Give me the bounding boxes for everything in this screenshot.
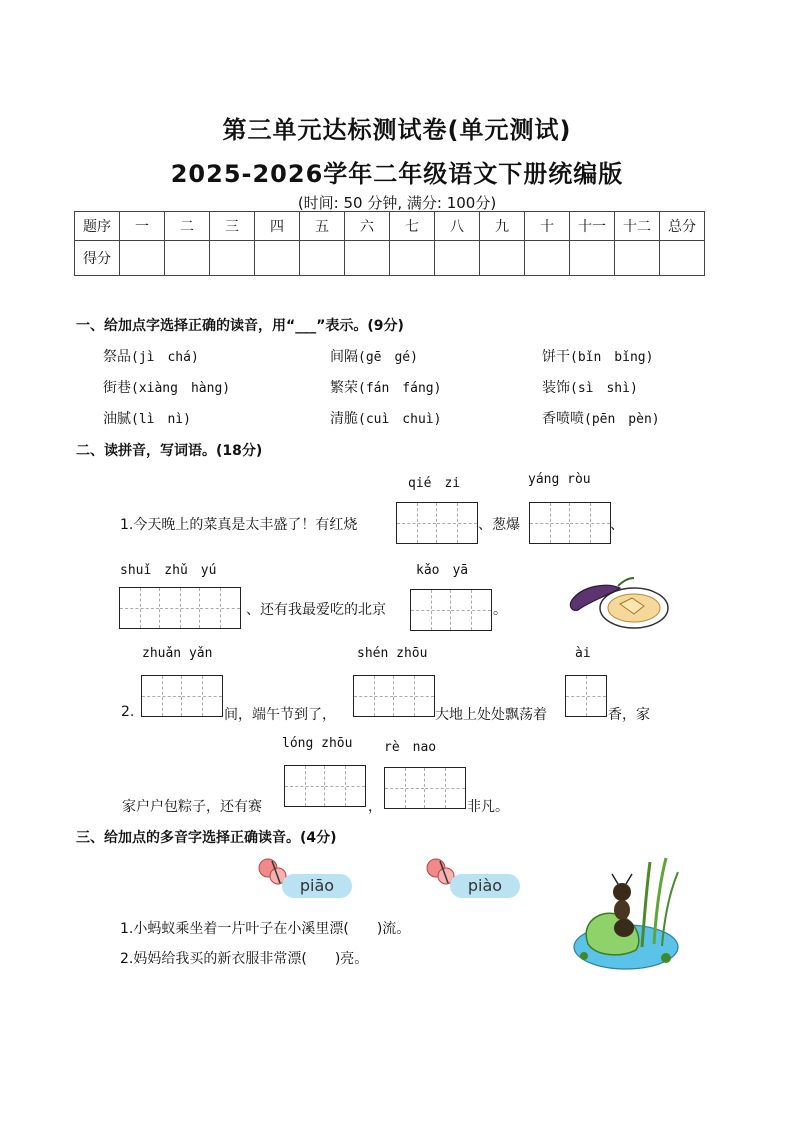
- pinyin-label: ài: [575, 646, 591, 661]
- section-1-heading: 一、给加点字选择正确的读音，用“___”表示。(9分): [76, 318, 404, 334]
- writing-grid-box[interactable]: [565, 675, 607, 717]
- sentence-text: 、还有我最爱吃的北京: [246, 602, 386, 618]
- sentence-text: 。: [493, 602, 507, 618]
- score-input-cell[interactable]: [165, 241, 210, 276]
- writing-grid-box[interactable]: [529, 502, 611, 544]
- score-input-cell[interactable]: [120, 241, 165, 276]
- table-cell: 六: [345, 212, 390, 241]
- choice-pinyin: (cuì chuì): [358, 412, 442, 427]
- choice-word: 香喷喷: [542, 411, 584, 427]
- table-cell: 一: [120, 212, 165, 241]
- score-table: [74, 211, 705, 276]
- page-title: 第三单元达标测试卷(单元测试): [222, 116, 572, 144]
- pinyin-choice-item[interactable]: [103, 346, 199, 366]
- pinyin-choice-item[interactable]: [103, 408, 191, 428]
- sentence-text: ，: [368, 799, 382, 815]
- pinyin-label: shuǐ zhǔ yú: [120, 563, 217, 578]
- score-table-header-row: [75, 212, 705, 241]
- score-input-cell[interactable]: [435, 241, 480, 276]
- choice-pinyin: (fán fáng): [358, 381, 442, 396]
- choice-word: 油腻: [103, 411, 131, 427]
- table-cell: 十一: [570, 212, 615, 241]
- choice-word: 祭品: [103, 349, 131, 365]
- choice-pinyin: (gē gé): [358, 350, 418, 365]
- choice-pinyin: (jì chá): [131, 350, 199, 365]
- pinyin-label: yáng ròu: [528, 472, 591, 487]
- choice-word: 繁荣: [330, 380, 358, 396]
- page-subtitle-title: 2025-2026学年二年级语文下册统编版: [170, 160, 624, 188]
- table-cell: 十: [525, 212, 570, 241]
- choice-pinyin: (xiàng hàng): [131, 381, 231, 396]
- writing-grid-box[interactable]: [353, 675, 435, 717]
- score-input-cell[interactable]: [255, 241, 300, 276]
- pinyin-badge: piào: [450, 874, 520, 898]
- table-cell: 四: [255, 212, 300, 241]
- choice-word: 清脆: [330, 411, 358, 427]
- time-score-note: (时间: 50 分钟, 满分: 100分): [297, 194, 497, 212]
- writing-grid-box[interactable]: [410, 589, 492, 631]
- score-input-cell[interactable]: [525, 241, 570, 276]
- table-cell: 二: [165, 212, 210, 241]
- score-input-cell[interactable]: [390, 241, 435, 276]
- writing-grid-box[interactable]: [141, 675, 223, 717]
- table-cell: 总分: [660, 212, 705, 241]
- score-input-cell[interactable]: [615, 241, 660, 276]
- section-2-heading: 二、读拼音，写词语。(18分): [76, 443, 263, 459]
- table-cell: 得分: [75, 241, 120, 276]
- pinyin-badge: piāo: [282, 874, 352, 898]
- sentence-text: 、葱爆: [478, 517, 520, 533]
- pinyin-label: rè nao: [384, 740, 437, 755]
- pinyin-choice-item[interactable]: [542, 408, 660, 428]
- table-cell: 七: [390, 212, 435, 241]
- table-cell: 题序: [75, 212, 120, 241]
- pinyin-label: shén zhōu: [357, 646, 428, 661]
- sentence-text: 间，端午节到了，: [224, 707, 336, 723]
- sentence-text: 家户户包粽子，还有赛: [122, 799, 262, 815]
- food-illustration: [568, 570, 670, 630]
- pinyin-choice-item[interactable]: [103, 377, 230, 397]
- pinyin-label: lóng zhōu: [282, 736, 353, 751]
- pinyin-choice-item[interactable]: [542, 346, 653, 366]
- pinyin-label: zhuǎn yǎn: [142, 646, 213, 661]
- writing-grid-box[interactable]: [396, 502, 478, 544]
- choice-pinyin: (lì nì): [131, 412, 191, 427]
- sentence-text: 、: [610, 517, 624, 533]
- choice-word: 间隔: [330, 349, 358, 365]
- table-cell: 八: [435, 212, 480, 241]
- score-input-cell[interactable]: [570, 241, 615, 276]
- pinyin-choice-item[interactable]: [330, 377, 441, 397]
- table-cell: 十二: [615, 212, 660, 241]
- score-input-cell[interactable]: [660, 241, 705, 276]
- sentence-text: 大地上处处飘荡着: [435, 707, 547, 723]
- writing-grid-box[interactable]: [384, 767, 466, 809]
- sentence-text: 1.今天晚上的菜真是太丰盛了！有红烧: [120, 517, 358, 533]
- score-input-cell[interactable]: [300, 241, 345, 276]
- pinyin-choice-item[interactable]: [330, 408, 441, 428]
- sentence-text: 香，家: [608, 707, 650, 723]
- writing-grid-box[interactable]: [119, 587, 241, 629]
- pinyin-label: kǎo yā: [416, 563, 469, 578]
- ant-on-leaf-illustration: [570, 852, 690, 974]
- choice-word: 街巷: [103, 380, 131, 396]
- table-cell: 五: [300, 212, 345, 241]
- question-text: 1.小蚂蚁乘坐着一片叶子在小溪里漂( )流。: [120, 921, 411, 937]
- choice-word: 饼干: [542, 349, 570, 365]
- sentence-text: 2.: [121, 704, 135, 720]
- section-3-heading: 三、给加点的多音字选择正确读音。(4分): [76, 830, 337, 846]
- score-input-cell[interactable]: [480, 241, 525, 276]
- table-cell: 九: [480, 212, 525, 241]
- writing-grid-box[interactable]: [284, 765, 366, 807]
- choice-word: 装饰: [542, 380, 570, 396]
- score-input-cell[interactable]: [345, 241, 390, 276]
- choice-pinyin: (bǐn bǐng): [570, 350, 654, 365]
- choice-pinyin: (pēn pèn): [584, 412, 660, 427]
- table-cell: 三: [210, 212, 255, 241]
- score-input-cell[interactable]: [210, 241, 255, 276]
- choice-pinyin: (sì shì): [570, 381, 638, 396]
- pinyin-choice-item[interactable]: [542, 377, 638, 397]
- question-text: 2.妈妈给我买的新衣服非常漂( )亮。: [120, 951, 369, 967]
- sentence-text: 非凡。: [467, 799, 509, 815]
- pinyin-choice-item[interactable]: [330, 346, 418, 366]
- pinyin-label: qié zi: [408, 476, 461, 491]
- score-table-score-row: [75, 241, 705, 276]
